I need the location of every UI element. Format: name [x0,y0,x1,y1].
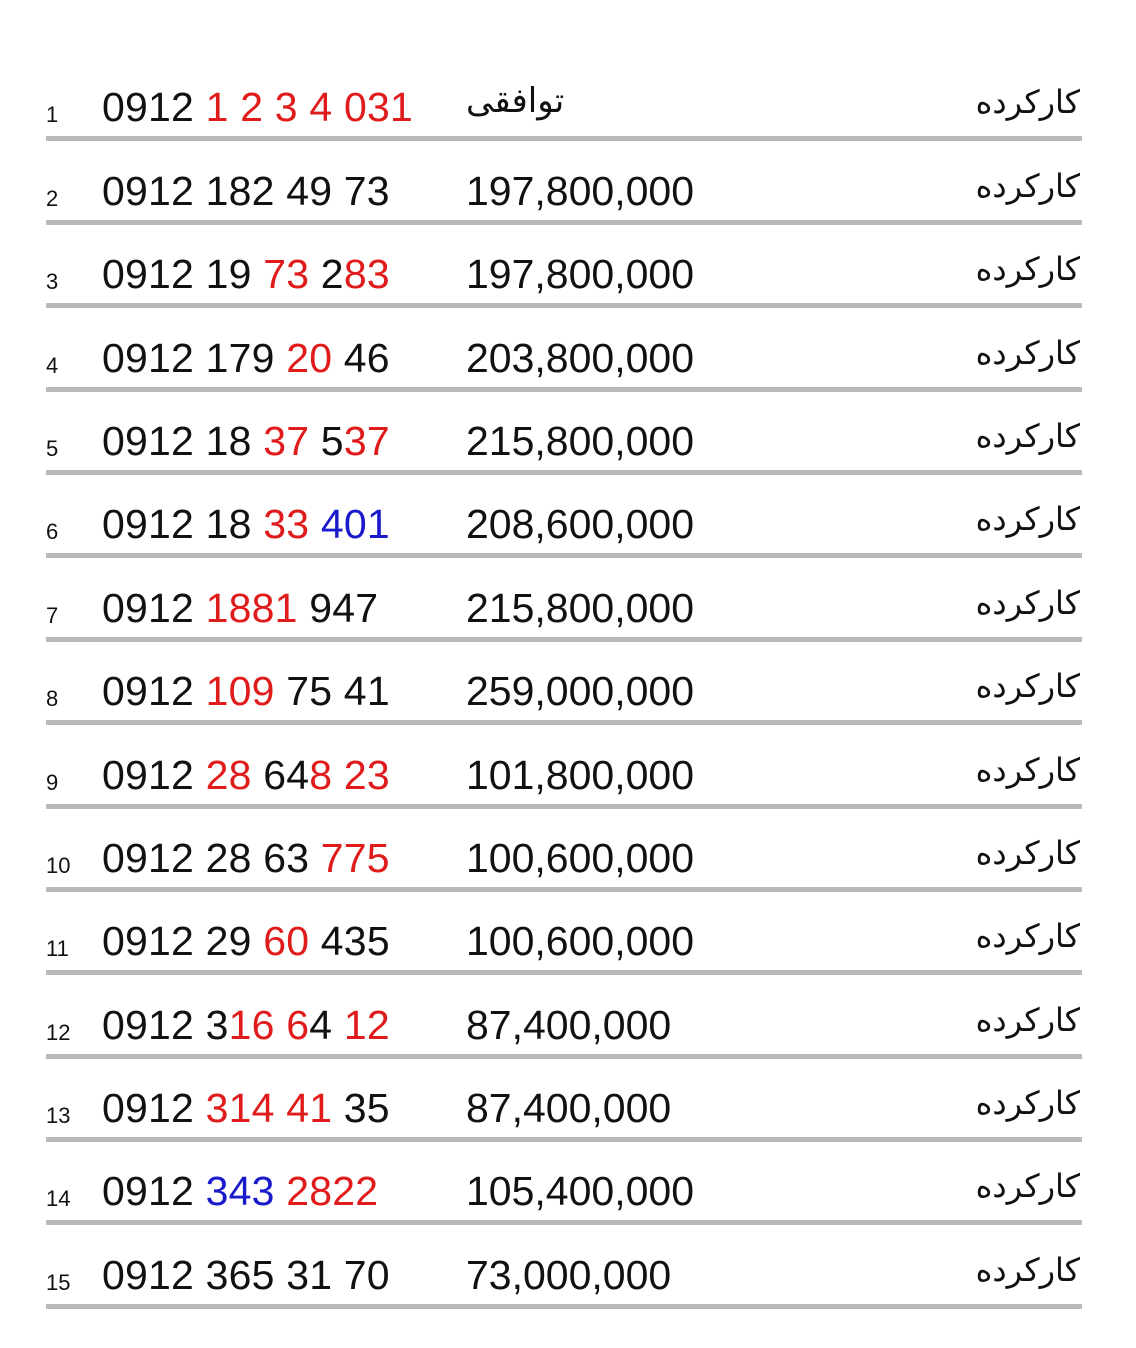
phone-number-segment: 20 [286,334,333,381]
status-label: کارکرده [975,667,1080,706]
phone-number-segment: 0912 3 [102,1001,229,1048]
row-index: 5 [46,435,59,461]
phone-number [102,836,390,880]
phone-number-segment: 8 23 [309,751,390,798]
phone-number-segment: 75 41 [274,668,390,715]
phone-number-segment: 73 [263,251,310,298]
price: 87,400,000 [466,1001,672,1048]
phone-number-segment: 0912 29 [102,918,264,965]
price: 197,800,000 [466,251,695,298]
list-item[interactable] [46,141,1082,224]
phone-number-segment: 0912 365 31 70 [102,1251,390,1298]
phone-number [102,753,390,797]
list-item[interactable] [46,1225,1082,1308]
phone-number-segment: 401 [320,501,390,548]
phone-number-segment: 12 [343,1001,390,1048]
phone-number-segment: 28 [205,751,252,798]
phone-number [102,85,413,129]
row-index: 2 [46,185,59,211]
phone-number [102,1169,378,1213]
phone-number-segment: 343 [205,1168,275,1215]
row-index: 6 [46,519,59,545]
status-label: کارکرده [975,1167,1080,1206]
price: 73,000,000 [466,1251,672,1298]
phone-number-segment: 2822 [286,1168,379,1215]
status-label: کارکرده [975,83,1080,122]
phone-number-segment: 46 [332,334,390,381]
phone-number [102,502,390,546]
phone-number-segment: 0912 18 [102,501,264,548]
status-label: کارکرده [975,833,1080,872]
list-item[interactable] [46,975,1082,1058]
status-label: کارکرده [975,1000,1080,1039]
phone-number-segment: 0912 [102,668,206,715]
phone-number [102,169,390,213]
phone-number-segment: 0912 [102,1168,206,1215]
phone-number-segment: 37 [343,417,390,464]
price: 215,800,000 [466,584,695,631]
price: 101,800,000 [466,751,695,798]
row-index: 13 [46,1103,71,1129]
list-item[interactable] [46,558,1082,641]
row-index: 8 [46,686,59,712]
phone-number [102,1003,390,1047]
phone-number [102,586,378,630]
row-index: 12 [46,1019,71,1045]
list-item[interactable] [46,1142,1082,1225]
row-index: 1 [46,102,59,128]
price: 105,400,000 [466,1168,695,1215]
phone-number-segment: 0912 18 [102,417,264,464]
phone-number [102,1253,390,1297]
phone-number-segment: 0912 [102,584,206,631]
list-item[interactable] [46,475,1082,558]
phone-number-segment: 0912 19 [102,251,264,298]
row-index: 9 [46,769,59,795]
phone-number [102,336,390,380]
phone-number-segment: 0912 [102,1085,206,1132]
phone-number [102,919,390,963]
price: توافقی [466,81,565,122]
phone-number-segment: 83 [343,251,390,298]
status-label: کارکرده [975,583,1080,622]
phone-number-segment: 314 41 [205,1085,333,1132]
phone-number-segment: 5 [309,417,344,464]
price: 197,800,000 [466,167,695,214]
phone-number-segment: 4 [309,1001,344,1048]
list-item[interactable] [46,809,1082,892]
list-item[interactable] [46,308,1082,391]
list-item[interactable] [46,725,1082,808]
row-index: 4 [46,352,59,378]
status-label: کارکرده [975,750,1080,789]
phone-number-segment: 0912 [102,751,206,798]
phone-number-segment: 0912 [102,84,206,131]
status-label: کارکرده [975,250,1080,289]
price: 208,600,000 [466,501,695,548]
phone-number-list [46,58,1082,1309]
price: 215,800,000 [466,417,695,464]
phone-number-segment: 60 [263,918,310,965]
phone-number-segment: 775 [320,834,390,881]
phone-number-segment [309,501,321,547]
phone-number-segment: 64 [251,751,310,798]
phone-number [102,669,390,713]
status-label: کارکرده [975,1084,1080,1123]
price: 203,800,000 [466,334,695,381]
price: 100,600,000 [466,918,695,965]
status-label: کارکرده [975,166,1080,205]
phone-number-segment: 947 [297,584,379,631]
list-item[interactable] [46,892,1082,975]
phone-number-segment [275,1168,287,1214]
list-item[interactable] [46,58,1082,141]
list-item[interactable] [46,392,1082,475]
list-item[interactable] [46,642,1082,725]
status-label: کارکرده [975,917,1080,956]
phone-number-segment: 35 [332,1085,390,1132]
phone-number-segment: 1 2 3 4 031 [205,84,413,131]
phone-number-segment: 16 6 [228,1001,310,1048]
phone-number-segment: 0912 28 63 [102,834,321,881]
list-item[interactable] [46,225,1082,308]
row-index: 14 [46,1186,71,1212]
status-label: کارکرده [975,416,1080,455]
status-label: کارکرده [975,333,1080,372]
price: 259,000,000 [466,668,695,715]
row-index: 11 [46,936,69,962]
list-item[interactable] [46,1059,1082,1142]
phone-number-segment: 37 [263,417,310,464]
phone-number [102,1086,390,1130]
row-index: 7 [46,602,59,628]
status-label: کارکرده [975,1250,1080,1289]
phone-number-segment: 2 [309,251,344,298]
row-index: 3 [46,269,59,295]
status-label: کارکرده [975,500,1080,539]
phone-number [102,252,390,296]
price: 100,600,000 [466,834,695,881]
phone-number [102,419,390,463]
phone-number-segment: 0912 179 [102,334,287,381]
price: 87,400,000 [466,1085,672,1132]
phone-number-segment: 109 [205,668,275,715]
row-index: 10 [46,852,71,878]
phone-number-segment: 0912 182 49 73 [102,167,390,214]
phone-number-segment: 1881 [205,584,298,631]
phone-number-segment: 435 [309,918,390,965]
row-index: 15 [46,1269,71,1295]
phone-number-segment: 33 [263,501,310,548]
